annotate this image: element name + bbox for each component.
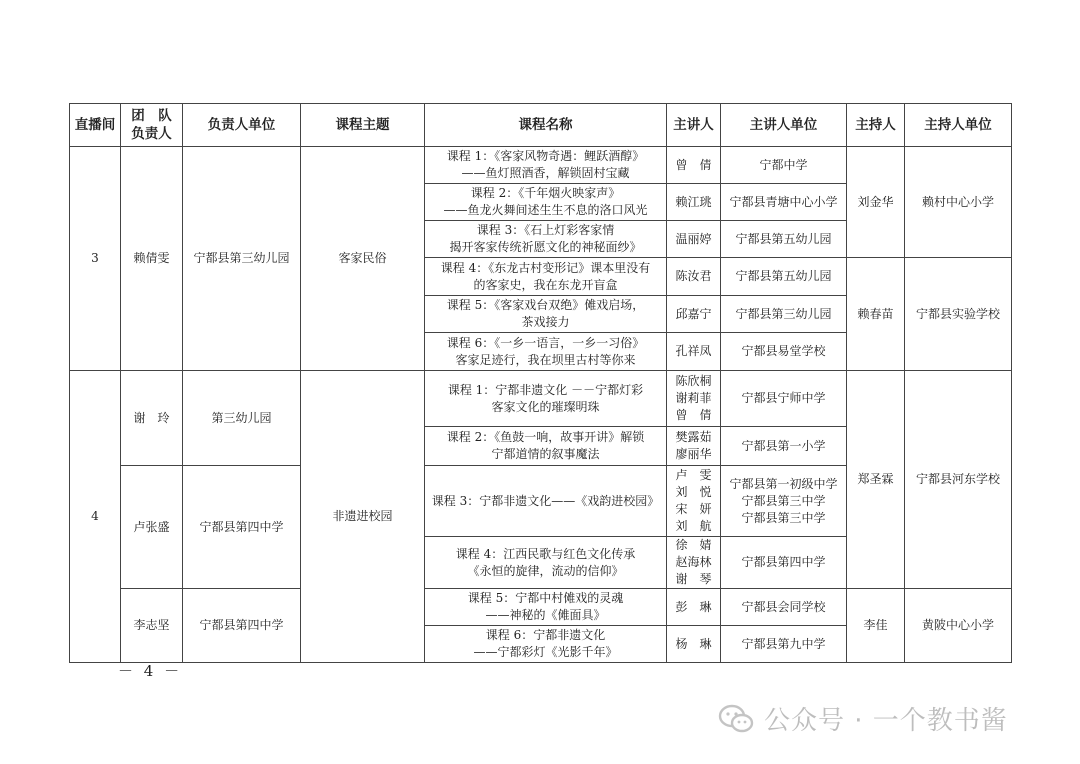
leader-cell: 谢 玲 [121, 371, 183, 466]
speaker-cell: 卢 雯 刘 悦 宋 妍 刘 航 [667, 466, 721, 537]
header-host-unit: 主持人单位 [905, 104, 1012, 147]
speaker-cell: 徐 婧 赵海林 谢 琴 [667, 537, 721, 589]
leader-cell: 卢张盛 [121, 466, 183, 589]
course-name-cell: 课程 5：宁都中村傩戏的灵魂 ——神秘的《傩面具》 [425, 589, 667, 626]
speaker-cell: 陈欣桐 谢莉菲 曾 倩 [667, 371, 721, 427]
host-cell: 刘金华 [847, 147, 905, 258]
host-cell: 李佳 [847, 589, 905, 663]
course-name-cell: 课程 6：宁都非遗文化 ——宁都彩灯《光影千年》 [425, 626, 667, 663]
host-cell: 郑圣霖 [847, 371, 905, 589]
speaker-cell: 孔祥凤 [667, 333, 721, 371]
host-cell: 赖春苗 [847, 258, 905, 371]
watermark-text: 公众号 · 一个教书酱 [764, 706, 1008, 736]
header-room: 直播间 [70, 104, 121, 147]
course-name-cell: 课程 4：江西民歌与红色文化传承 《永恒的旋律，流动的信仰》 [425, 537, 667, 589]
speaker-cell: 温丽婷 [667, 221, 721, 258]
course-name-cell: 课程 1：宁都非遗文化 －－宁都灯彩 客家文化的璀璨明珠 [425, 371, 667, 427]
speaker-cell: 邱嘉宁 [667, 296, 721, 333]
host-unit-cell: 宁都县河东学校 [905, 371, 1012, 589]
speaker-cell: 杨 琳 [667, 626, 721, 663]
table-row [70, 371, 1012, 427]
header-course-name: 课程名称 [425, 104, 667, 147]
speaker-unit-cell: 宁都县第五幼儿园 [721, 221, 847, 258]
header-leader-unit: 负责人单位 [183, 104, 301, 147]
watermark [718, 700, 1008, 737]
header-team-leader: 团 队 负责人 [121, 104, 183, 147]
speaker-unit-cell: 宁都县青塘中心小学 [721, 184, 847, 221]
course-name-cell: 课程 3：《石上灯彩客家情 揭开客家传统祈愿文化的神秘面纱》 [425, 221, 667, 258]
speaker-unit-cell: 宁都县第一初级中学 宁都县第三中学 宁都县第三中学 [721, 466, 847, 537]
speaker-unit-cell: 宁都县第九中学 [721, 626, 847, 663]
header-speaker: 主讲人 [667, 104, 721, 147]
header-host: 主持人 [847, 104, 905, 147]
course-name-cell: 课程 1：《客家风物奇遇：鲤跃酒醇》 ——鱼灯照酒香，解锁固村宝藏 [425, 147, 667, 184]
course-name-cell: 课程 3：宁都非遗文化——《戏韵进校园》 [425, 466, 667, 537]
leader-cell: 李志坚 [121, 589, 183, 663]
leader-unit-cell: 宁都县第四中学 [183, 466, 301, 589]
page-number: － 4 － [118, 662, 183, 680]
leader-unit-cell: 宁都县第三幼儿园 [183, 147, 301, 371]
speaker-cell: 曾 倩 [667, 147, 721, 184]
speaker-cell: 陈汝君 [667, 258, 721, 296]
speaker-cell: 彭 琳 [667, 589, 721, 626]
room-cell: 4 [70, 371, 121, 663]
header-row [70, 104, 1012, 147]
speaker-unit-cell: 宁都县第四中学 [721, 537, 847, 589]
course-name-cell: 课程 4：《东龙古村变形记》课本里没有 的客家史，我在东龙开盲盒 [425, 258, 667, 296]
header-theme: 课程主题 [301, 104, 425, 147]
speaker-unit-cell: 宁都县会同学校 [721, 589, 847, 626]
course-name-cell: 课程 2：《鱼鼓一响，故事开讲》解锁 宁都道情的叙事魔法 [425, 427, 667, 466]
course-name-cell: 课程 2：《千年烟火映家声》 ——鱼龙火舞间述生生不息的洛口风光 [425, 184, 667, 221]
speaker-unit-cell: 宁都县易堂学校 [721, 333, 847, 371]
speaker-unit-cell: 宁都中学 [721, 147, 847, 184]
room-cell: 3 [70, 147, 121, 371]
host-unit-cell: 宁都县实验学校 [905, 258, 1012, 371]
speaker-cell: 樊露茹 廖丽华 [667, 427, 721, 466]
table-row [70, 147, 1012, 184]
course-name-cell: 课程 6：《一乡一语言，一乡一习俗》 客家足迹行，我在坝里古村等你来 [425, 333, 667, 371]
speaker-unit-cell: 宁都县第三幼儿园 [721, 296, 847, 333]
course-name-cell: 课程 5：《客家戏台双绝》傩戏启场， 茶戏接力 [425, 296, 667, 333]
wechat-icon [718, 704, 754, 734]
theme-cell: 客家民俗 [301, 147, 425, 371]
leader-unit-cell: 宁都县第四中学 [183, 589, 301, 663]
speaker-cell: 赖江珧 [667, 184, 721, 221]
host-unit-cell: 赖村中心小学 [905, 147, 1012, 258]
schedule-table [69, 103, 1012, 663]
speaker-unit-cell: 宁都县宁师中学 [721, 371, 847, 427]
leader-cell: 赖倩雯 [121, 147, 183, 371]
speaker-unit-cell: 宁都县第五幼儿园 [721, 258, 847, 296]
table-row [70, 589, 1012, 626]
header-speaker-unit: 主讲人单位 [721, 104, 847, 147]
theme-cell: 非遗进校园 [301, 371, 425, 663]
speaker-unit-cell: 宁都县第一小学 [721, 427, 847, 466]
host-unit-cell: 黄陂中心小学 [905, 589, 1012, 663]
leader-unit-cell: 第三幼儿园 [183, 371, 301, 466]
